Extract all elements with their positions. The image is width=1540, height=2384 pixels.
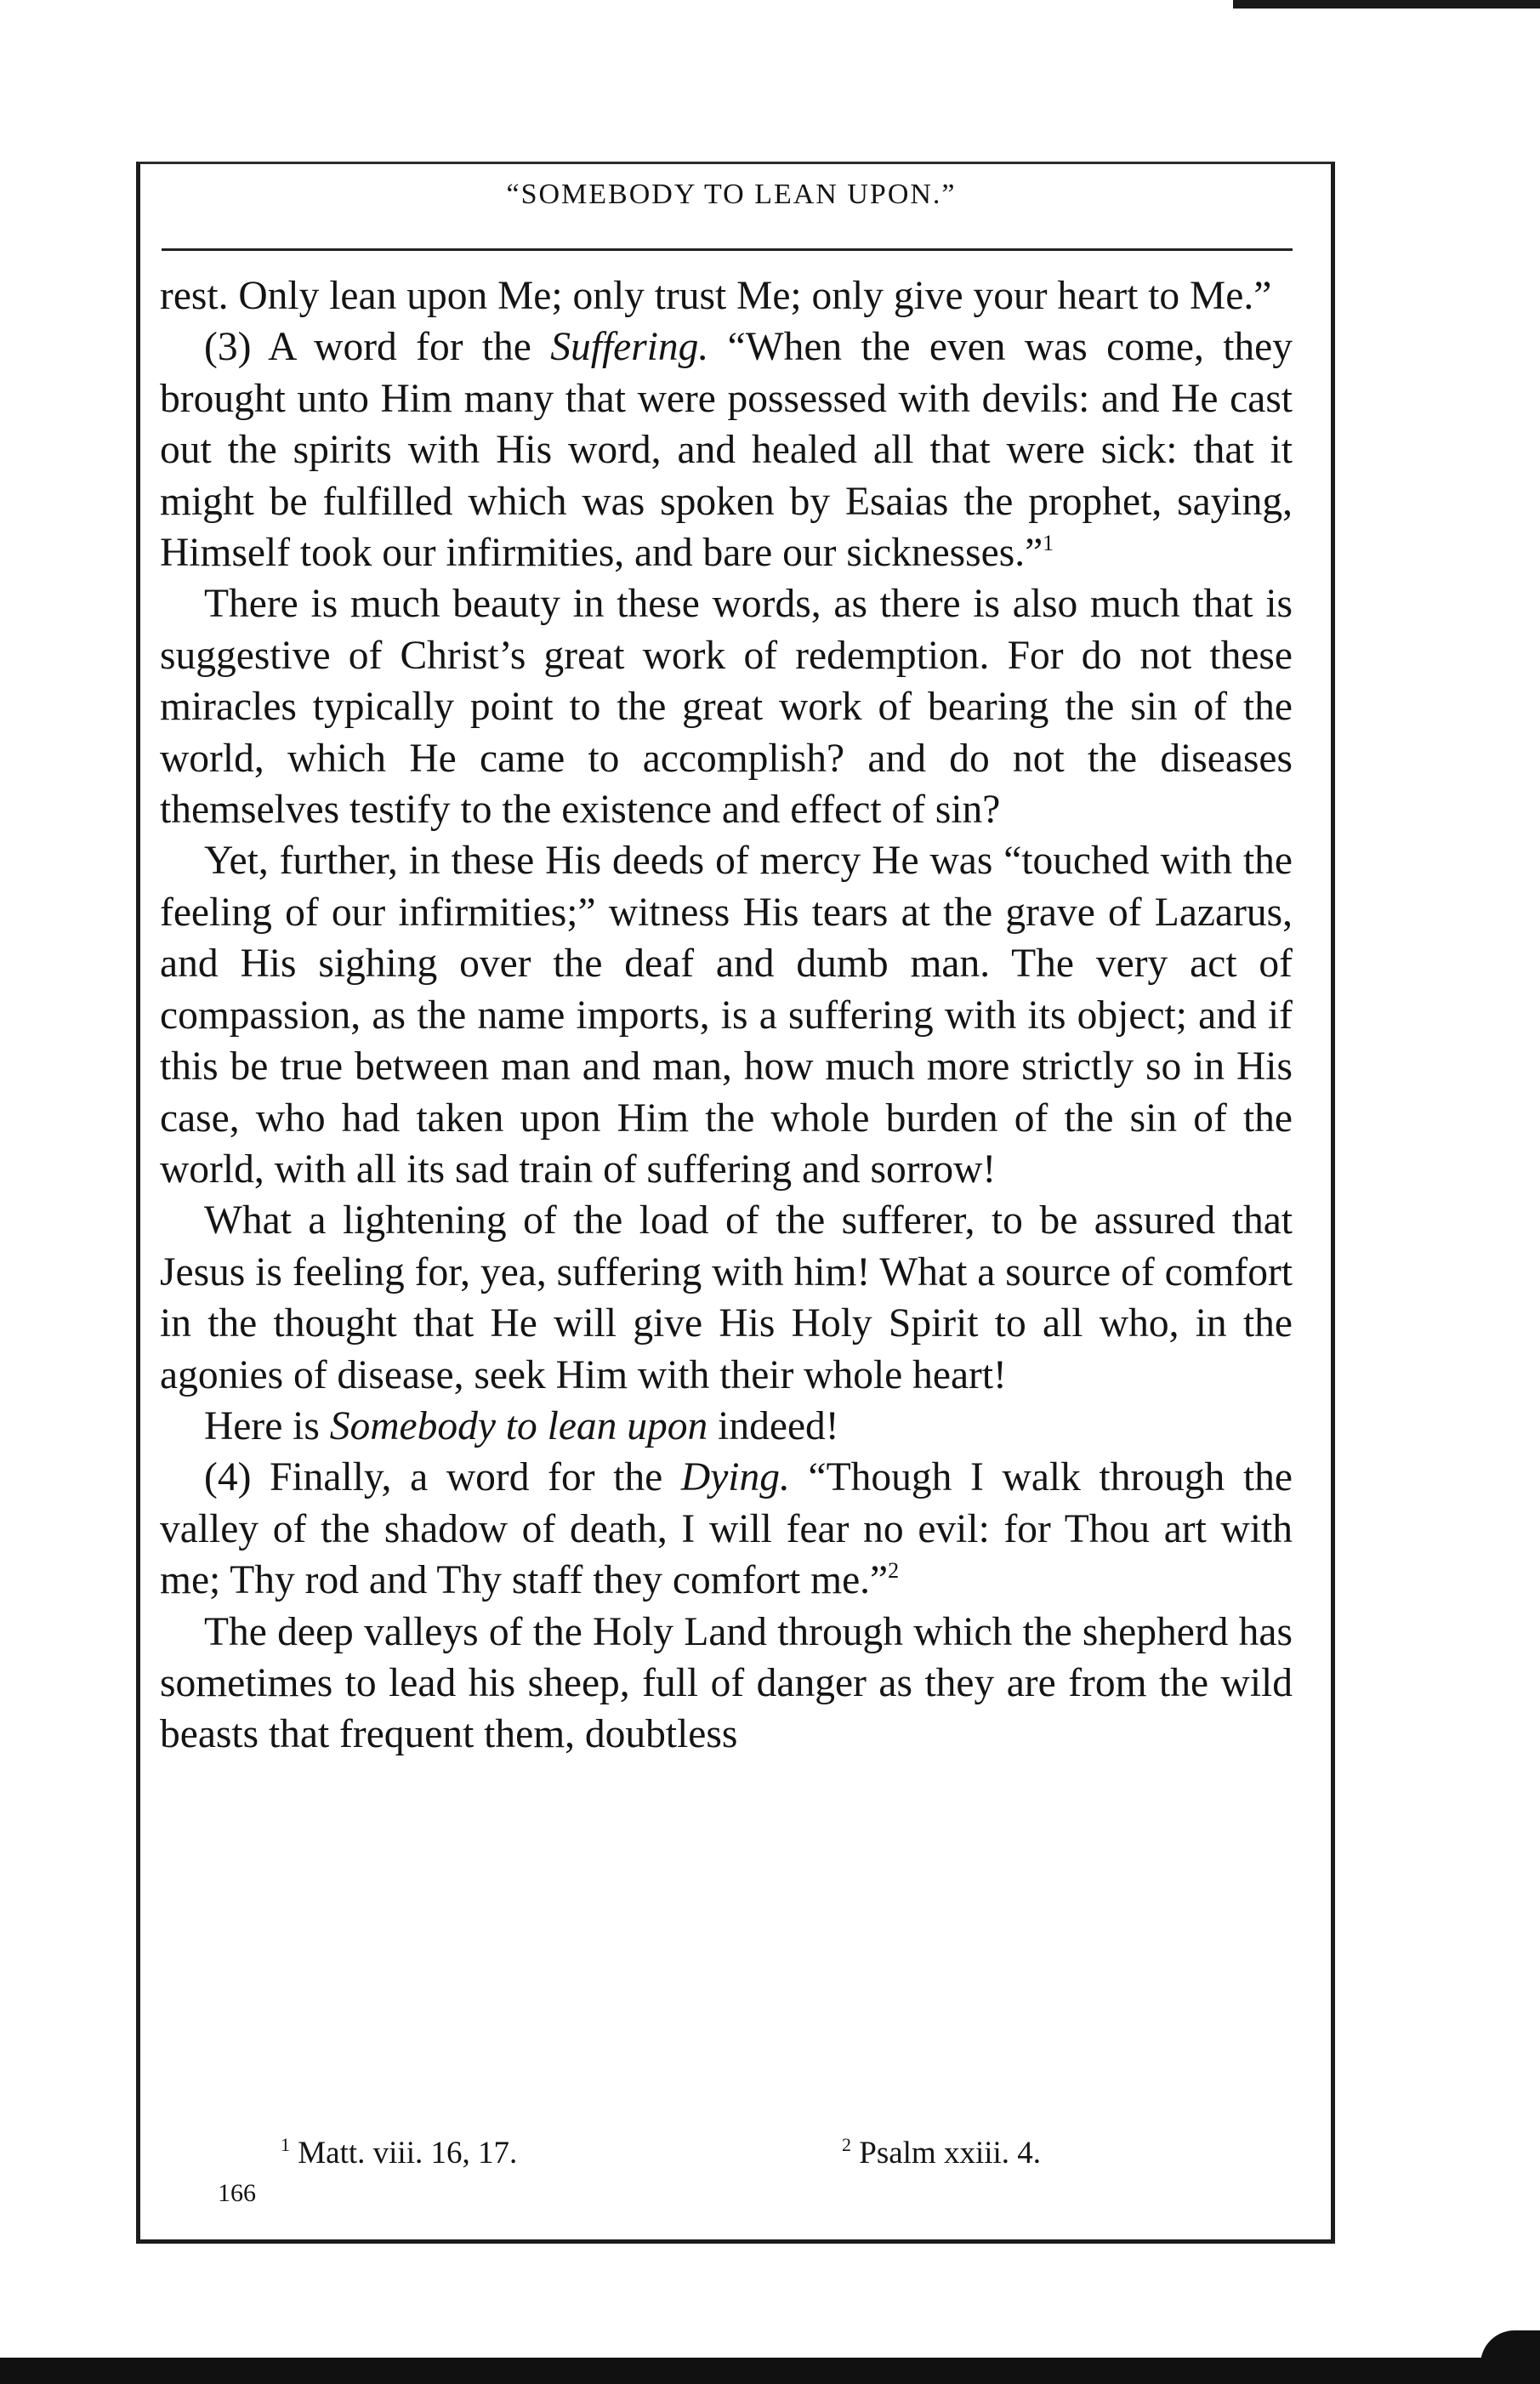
text-run: The deep valleys of the Holy Land through which the shepherd has sometimes to lead his sheep, full of danger as they are from the wild beasts that frequent them, doubtless	[160, 1609, 1293, 1757]
text-run: (4) Finally, a word for the	[204, 1455, 681, 1500]
page-number: 166	[218, 2179, 256, 2207]
paragraph	[160, 1195, 1293, 1401]
paragraph	[160, 578, 1293, 835]
italic-phrase: Somebody to lean upon	[329, 1403, 708, 1448]
italic-phrase: Suffering.	[550, 325, 709, 370]
footnote-2	[842, 2135, 1041, 2171]
paragraph	[160, 270, 1293, 321]
text-run: There is much beauty in these words, as there is also much that is suggestive of Christ’s great work of redemption. For do not these miracles typically point to the great work of bearing the sin of the world, which He came to accomplish? and do not the diseases themselves testify to the existence and effect of sin?	[160, 582, 1293, 833]
text-run: rest. Only lean upon Me; only trust Me; only give your heart to Me.”	[160, 274, 1272, 318]
scan-edge-top	[1233, 0, 1540, 9]
text-run: What a lightening of the load of the sufferer, to be assured that Jesus is feeling for, yea, suffering with him! What a source of comfort in the thought that He will give His Holy Spirit to all who, in the agonies of disease, seek Him with their whole heart!	[160, 1198, 1293, 1397]
paragraph	[160, 1607, 1293, 1761]
text-run: Yet, further, in these His deeds of mercy He was “touched with the feeling of our infirmities;” witness His tears at the grave of Lazarus, and His sighing over the deaf and dumb man. The very act of compassion, as the name imports, is a suffering with its object; and if this be true between man and man, how much more strictly so in His case, who had taken upon Him the whole burden of the sin of the world, with all its sad train of suffering and sorrow!	[160, 839, 1293, 1192]
text-run: “Though I walk through the valley of the shadow of death, I will fear no evil: for Thou art with me; Thy rod and Thy staff they comfort me.”	[160, 1455, 1293, 1603]
paragraph	[160, 1401, 1293, 1452]
text-run: Here is	[204, 1403, 330, 1448]
text-run: “When the even was come, they brought unto Him many that were possessed with devils: and He cast out the spirits with His word, and healed all that were sick: that it might be fulfilled which was spoken by Esaias the prophet, saying, Himself took our infirmities, and bare our sicknesses.”	[160, 325, 1293, 576]
footnote-ref: 1	[1043, 531, 1054, 556]
text-run: indeed!	[707, 1403, 839, 1448]
footnote-ref: 2	[888, 1558, 900, 1584]
running-head: “SOMEBODY TO LEAN UPON.”	[506, 179, 957, 210]
footnote-1	[281, 2135, 517, 2171]
footnote-2-mark: 2	[842, 2134, 851, 2155]
footnote-2-text: Psalm xxiii. 4.	[859, 2136, 1042, 2171]
italic-phrase: Dying.	[680, 1455, 790, 1500]
paragraph	[160, 1452, 1293, 1606]
paragraph	[160, 321, 1293, 578]
running-head-rule	[162, 248, 1293, 251]
footnote-1-text: Matt. viii. 16, 17.	[298, 2136, 518, 2171]
paragraph	[160, 835, 1293, 1195]
text-run: (3) A word for the	[204, 325, 551, 370]
scan-edge-corner	[1480, 2330, 1540, 2364]
body-text	[160, 270, 1293, 1761]
scan-edge-bottom	[0, 2358, 1540, 2384]
footnote-1-mark: 1	[281, 2134, 290, 2155]
